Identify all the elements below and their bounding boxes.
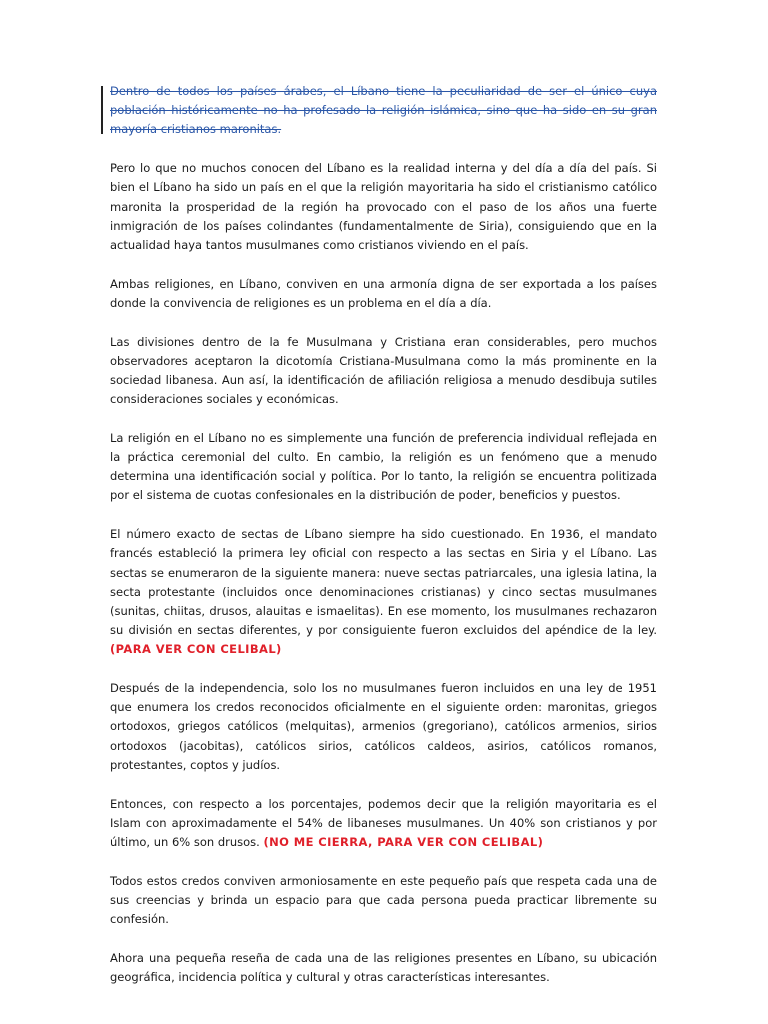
deleted-paragraph: Dentro de todos los países árabes, el Líbano tiene la peculiaridad de ser el único cuya población históricamente no ha profesado la religión islámica, sino que ha sido en su gran mayoría cristianos maronitas. — [110, 84, 657, 137]
paragraph-text: Todos estos credos conviven armoniosamente en este pequeño país que respeta cada una de sus creencias y brinda un espacio para que cada persona pueda practicar libremente su confesión. — [110, 873, 657, 927]
paragraph-text: Las divisiones dentro de la fe Musulmana y Cristiana eran considerables, pero muchos observadores aceptaron la dicotomía Cristiana-Musulmana como la más prominente en la sociedad libanesa. Aun así, la identificación de afiliación religiosa a menudo desdibuja sutiles consideraciones sociales y económicas. — [110, 334, 657, 407]
paragraph-text: Ahora una pequeña reseña de cada una de las religiones presentes en Líbano, su ubicación geográfica, incidencia política y cultural y otras características interesantes. — [110, 950, 657, 985]
review-note: (NO ME CIERRA, PARA VER CON CELIBAL) — [263, 835, 544, 849]
paragraph-text: Entonces, con respecto a los porcentajes, podemos decir que la religión mayoritaria es el Islam con aproximadamente el 54% de libaneses musulmanes. Un 40% son cristianos y por último, un 6% son drusos. — [110, 796, 657, 849]
paragraph — [110, 872, 657, 930]
paragraph-text: Ambas religiones, en Líbano, conviven en una armonía digna de ser exportada a los países donde la convivencia de religiones es un problema en el día a día. — [110, 276, 657, 310]
tracked-change-bar — [101, 86, 103, 134]
paragraph-text: El número exacto de sectas de Líbano siempre ha sido cuestionado. En 1936, el mandato francés estableció la primera ley oficial con respecto a las sectas en Siria y el Líbano. Las sectas se enumeraron de la siguiente manera: nueve sectas patriarcales, una iglesia latina, la secta protestante (incluidos once denominaciones cristianas) y cinco sectas musulmanes (sunitas, chiitas, drusos, alauitas e ismaelitas). En ese momento, los musulmanes rechazaron su división en sectas diferentes, y por consiguiente fueron excluidos del apéndice de la ley. — [110, 527, 657, 638]
paragraph-text: Pero lo que no muchos conocen del Líbano es la realidad interna y del día a día del país. Si bien el Líbano ha sido un país en el que la religión mayoritaria ha sido el cristianismo católico maronita la prosperidad de la región ha provocado con el paso de los años una fuerte inmigración de los países colindantes (fundamentalmente de Siria), consiguiendo que en la actualidad haya tantos musulmanes como cristianos viviendo en el país. — [110, 161, 657, 252]
paragraph — [110, 795, 657, 853]
paragraph — [110, 429, 657, 506]
paragraph — [110, 949, 657, 987]
document-page — [110, 82, 657, 987]
review-note: (PARA VER CON CELIBAL) — [110, 642, 282, 657]
paragraph — [110, 679, 657, 775]
paragraph-text: La religión en el Líbano no es simplemente una función de preferencia individual reflejada en la práctica ceremonial del culto. En cambio, la religión es un fenómeno que a menudo determina una identificación social y política. Por lo tanto, la religión se encuentra politizada por el sistema de cuotas confesionales en la distribución de poder, beneficios y puestos. — [110, 430, 657, 503]
paragraph — [110, 159, 657, 255]
paragraph — [110, 275, 657, 313]
paragraph — [110, 525, 657, 659]
paragraph-text: Después de la independencia, solo los no musulmanes fueron incluidos en una ley de 1951 que enumera los credos reconocidos oficialmente en el siguiente orden: maronitas, griegos ortodoxos, griegos católicos (melquitas), armenios (gregoriano), católicos armenios, sirios ortodoxos (jacobitas), católicos sirios, católicos caldeos, asirios, católicos romanos, protestantes, coptos y judíos. — [110, 681, 657, 772]
paragraph — [110, 333, 657, 410]
